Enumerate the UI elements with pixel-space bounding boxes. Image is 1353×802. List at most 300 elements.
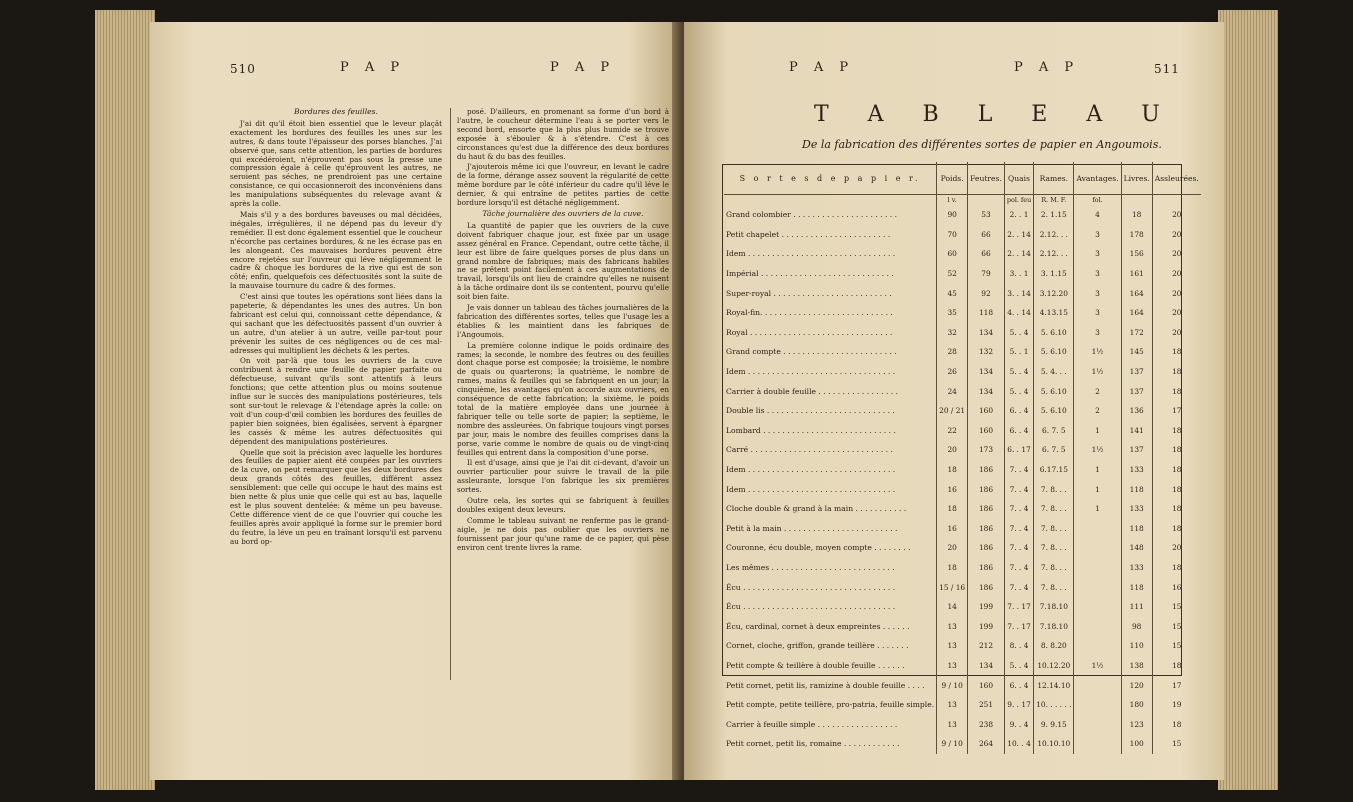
table-row (724, 283, 1201, 303)
table-cell: 6. 7. 5 (1034, 421, 1074, 441)
table-cell: 118 (1121, 479, 1152, 499)
table-cell: 3 (1074, 264, 1121, 284)
table-cell: 4. . 14 (1004, 303, 1033, 323)
table-row (724, 538, 1201, 558)
running-head: P A P (789, 60, 855, 75)
table-cell: 2. . 1 (1004, 205, 1033, 225)
table-cell: 9. 9.15 (1034, 714, 1074, 734)
table-cell: 24 (937, 381, 968, 401)
unit-cell (968, 195, 1005, 206)
table-cell: 160 (968, 675, 1005, 695)
table-cell: 20 (1152, 283, 1201, 303)
table-cell: 141 (1121, 421, 1152, 441)
paper-sort-name: Super-royal . . . . . . . . . . . . . . . . . . . . . . . . . (726, 288, 892, 298)
table-cell (1074, 675, 1121, 695)
table-cell: 20 (1152, 303, 1201, 323)
table-row (724, 558, 1201, 578)
paper-sort-name: Petit cornet, petit lis, ramizine à double feuille . . . . (726, 680, 925, 690)
table-cell: 2 (1074, 381, 1121, 401)
table-cell: 8. . 4 (1004, 636, 1033, 656)
table-cell: 264 (968, 734, 1005, 754)
section-subtitle: Bordures des feuilles. (294, 107, 378, 116)
table-cell (1074, 538, 1121, 558)
table-cell: 1 (1074, 479, 1121, 499)
table-cell: 19 (1152, 695, 1201, 715)
table-row (724, 225, 1201, 245)
unit-cell: l v. (937, 195, 968, 206)
table-cell: 5. . 4 (1004, 362, 1033, 382)
table-cell: 18 (1152, 479, 1201, 499)
table-row (724, 401, 1201, 421)
table-cell: 16 (937, 519, 968, 539)
header-feutres: Feutres. (968, 162, 1005, 195)
table-cell: 18 (1152, 656, 1201, 676)
table-row (724, 303, 1201, 323)
table-cell: 9 / 10 (937, 675, 968, 695)
table-cell (1074, 597, 1121, 617)
table-cell: 7. 8. . . (1034, 558, 1074, 578)
table-cell: 6. . 4 (1004, 675, 1033, 695)
table-cell (1074, 558, 1121, 578)
table-cell: 5. . 4 (1004, 323, 1033, 343)
paper-sort-name: Idem . . . . . . . . . . . . . . . . . . . . . . . . . . . . . . . (726, 249, 896, 259)
table-row (724, 675, 1201, 695)
table-cell: 28 (937, 342, 968, 362)
table-cell: 9. . 4 (1004, 714, 1033, 734)
table-cell: 160 (968, 401, 1005, 421)
header-avantages: Avantages. (1074, 162, 1121, 195)
page-edges-left (95, 10, 155, 790)
header-assleurees: Assleurées. (1152, 162, 1201, 195)
header-sortes: S o r t e s d e p a p i e r. (724, 162, 937, 195)
table-cell: 18 (1152, 460, 1201, 480)
table-cell: 5. 6.10 (1034, 323, 1074, 343)
table-cell: 18 (1152, 558, 1201, 578)
table-cell: 251 (968, 695, 1005, 715)
table-cell: 22 (937, 421, 968, 441)
table-cell: 32 (937, 323, 968, 343)
paper-sort-name: Idem . . . . . . . . . . . . . . . . . . . . . . . . . . . . . . . (726, 367, 896, 377)
unit-cell: R. M. F. (1034, 195, 1074, 206)
table-cell: 66 (968, 244, 1005, 264)
table-row (724, 656, 1201, 676)
table-cell: 13 (937, 656, 968, 676)
table-cell: 90 (937, 205, 968, 225)
table-row (724, 479, 1201, 499)
table-cell: 16 (937, 479, 968, 499)
table-cell: 186 (968, 479, 1005, 499)
table-cell: 7. . 17 (1004, 597, 1033, 617)
table-cell: 20 (1152, 205, 1201, 225)
table-row (724, 323, 1201, 343)
table-cell: 3 (1074, 283, 1121, 303)
table-cell: 180 (1121, 695, 1152, 715)
table-cell: 120 (1121, 675, 1152, 695)
paper-sort-name: Petit compte & teillère à double feuille . . . . . . (726, 660, 905, 670)
table-cell: 92 (968, 283, 1005, 303)
table-cell: 10. . 4 (1004, 734, 1033, 754)
table-cell: 14 (937, 597, 968, 617)
table-cell: 26 (937, 362, 968, 382)
table-cell: 18 (1152, 381, 1201, 401)
table-cell: 7. . 4 (1004, 499, 1033, 519)
unit-cell (1121, 195, 1152, 206)
table-cell: 17 (1152, 675, 1201, 695)
paragraph: Il est d'usage, ainsi que je l'ai dit ci-devant, d'avoir un ouvrier particulier pour suivre le travail de la pile assleurante, lorsque l'on fabrique les six premières sortes. (457, 458, 669, 495)
table-cell: 13 (937, 714, 968, 734)
table-cell: 6. . 4 (1004, 421, 1033, 441)
paper-sort-name: Écu . . . . . . . . . . . . . . . . . . . . . . . . . . . . . . . . (726, 602, 896, 612)
paper-sort-name: Carré . . . . . . . . . . . . . . . . . . . . . . . . . . . . . . (726, 445, 893, 455)
table-row (724, 381, 1201, 401)
table-row (724, 460, 1201, 480)
table-row (724, 244, 1201, 264)
table-cell: 70 (937, 225, 968, 245)
table-cell: 7. 8. . . (1034, 577, 1074, 597)
paper-sort-name: Grand compte . . . . . . . . . . . . . . . . . . . . . . . . (726, 347, 897, 357)
table-cell: 6. 7. 5 (1034, 440, 1074, 460)
table-cell: 2. . 14 (1004, 225, 1033, 245)
table-cell: 18 (937, 499, 968, 519)
paragraph: Je vais donner un tableau des tâches journalières de la fabrication des différentes sortes, telles que l'usage les a établies & les maintient dans les fabriques de l'Angoumois. (457, 303, 669, 339)
table-cell: 118 (968, 303, 1005, 323)
table-cell: 186 (968, 577, 1005, 597)
table-cell (1074, 714, 1121, 734)
table-cell: 148 (1121, 538, 1152, 558)
table-cell: 20 (1152, 225, 1201, 245)
table-cell: 4.13.15 (1034, 303, 1074, 323)
table-cell: 5. 4. . . (1034, 362, 1074, 382)
table-cell: 186 (968, 519, 1005, 539)
table-cell: 20 (1152, 323, 1201, 343)
table-cell (1074, 636, 1121, 656)
table-cell: 186 (968, 499, 1005, 519)
table-cell: 13 (937, 636, 968, 656)
table-cell: 186 (968, 558, 1005, 578)
table-cell: 7. . 4 (1004, 519, 1033, 539)
table-subtitle: De la fabrication des différentes sortes de papier en Angoumois. (802, 138, 1162, 151)
table-cell: 12.14.10 (1034, 675, 1074, 695)
table-cell: 20 (937, 538, 968, 558)
table-cell: 161 (1121, 264, 1152, 284)
table-cell: 17 (1152, 401, 1201, 421)
paper-sort-name: Royal . . . . . . . . . . . . . . . . . . . . . . . . . . . . . . (726, 327, 893, 337)
table-cell (1074, 616, 1121, 636)
table-cell: 7. . 4 (1004, 460, 1033, 480)
unit-cell: fol. (1074, 195, 1121, 206)
table-cell: 173 (968, 440, 1005, 460)
table-cell: 1 (1074, 421, 1121, 441)
table-cell: 18 (1121, 205, 1152, 225)
unit-cell (1152, 195, 1201, 206)
table-cell: 20 (937, 440, 968, 460)
table-cell: 18 (1152, 519, 1201, 539)
table-cell: 5. . 4 (1004, 381, 1033, 401)
table-cell: 186 (968, 538, 1005, 558)
page-number-left: 510 (230, 62, 256, 76)
table-header-row (724, 162, 1201, 195)
table-cell: 137 (1121, 362, 1152, 382)
paper-sort-name: Idem . . . . . . . . . . . . . . . . . . . . . . . . . . . . . . . (726, 465, 896, 475)
table-cell: 164 (1121, 303, 1152, 323)
table-cell: 66 (968, 225, 1005, 245)
table-row (724, 264, 1201, 284)
table-cell: 156 (1121, 244, 1152, 264)
table-cell: 15 (1152, 616, 1201, 636)
unit-cell: pol. feu (1004, 195, 1033, 206)
paragraph: Quelle que soit la précision avec laquelle les bordures des feuilles de papier aient été coupées par les ouvriers de la cuve, on peut remarquer que les deux bordures des deux grands côtés des feuilles, différent assez sensiblement: que celle qui occupe le haut des mains est bien nette & plus unie que celle qui est au bas, laquelle est le plus souvent dentelée: & même un peu baveuse. Cette différence vient de ce que l'ouvrier qui couche les feuilles après avoir appliqué la forme sur le premier bord du feutre, la léve un peu en traînant lorsqu'il est parvenu au bord op- (230, 447, 442, 546)
paper-sort-name: Écu, cardinal, cornet à deux empreintes . . . . . . (726, 621, 910, 631)
table-cell: 3.12.20 (1034, 283, 1074, 303)
table-cell: 5. 6.10 (1034, 381, 1074, 401)
paragraph: La quantité de papier que les ouvriers de la cuve doivent fabriquer chaque jour, est fixée par un usage assez général en France. Cependant, outre cette tâche, il leur est libre de faire quelques porses de plus dans un grand nombre de fabriques; mais des fabricans habiles ne se prêtent point facilement à ces augmentations de travail, lorsqu'ils ont lieu de craindre qu'elles ne nuisent à la tâche ordinaire dont ils se contentent, pourvu qu'elle soit bien faite. (457, 220, 669, 302)
table-cell: 7.18.10 (1034, 597, 1074, 617)
table-cell: 13 (937, 695, 968, 715)
paragraph: Comme le tableau suivant ne renferme pas le grand-aigle, je ne dois pas oublier que les ouvriers ne fournissent par jour qu'une rame de ce papier, qui pèse environ cent trente livres la rame. (457, 515, 669, 552)
table-cell: 15 (1152, 636, 1201, 656)
running-head: P A P (1014, 60, 1080, 75)
table-cell: 10.10.10 (1034, 734, 1074, 754)
right-page (684, 22, 1224, 780)
table-cell: 15 / 16 (937, 577, 968, 597)
table-cell: 2. 1.15 (1034, 205, 1074, 225)
table-cell: 2.12. . . (1034, 244, 1074, 264)
table-cell: 172 (1121, 323, 1152, 343)
table-cell: 3. . 1 (1004, 264, 1033, 284)
table-cell: 8. 8.20 (1034, 636, 1074, 656)
section-subtitle: Tâche journalière des ouvriers de la cuve. (482, 208, 644, 218)
table-cell: 5. 6.10 (1034, 401, 1074, 421)
table-cell: 199 (968, 597, 1005, 617)
table-cell: 186 (968, 460, 1005, 480)
table-cell: 20 / 21 (937, 401, 968, 421)
table-cell: 2 (1074, 401, 1121, 421)
table-cell: 7. 8. . . (1034, 499, 1074, 519)
table-cell: 6. . 17 (1004, 440, 1033, 460)
header-quais: Quais (1004, 162, 1033, 195)
table-row (724, 519, 1201, 539)
text-column-1 (230, 108, 442, 549)
paragraph: J'ai dit qu'il étoit bien essentiel que le leveur plaçât exactement les bordures des feuilles les unes sur les autres, & dans toute l'épaisseur des porses blanches. J'ai observé que, sans cette attention, les parties de bordures qui excédéroient, n'éprouvent pas sous la presse une compression égale à celle qu'éprouvent les autres, ne seroient pas séches, ne prendroient pas une certaine consistance, ce qui occasionneroit des inconvéniens dans les manipulations subséquentes du relevage avant & après la colle. (230, 118, 442, 209)
paper-sort-name: Cornet, cloche, griffon, grande teillère . . . . . . . (726, 641, 909, 651)
running-head: P A P (340, 60, 406, 75)
table-cell: 18 (1152, 362, 1201, 382)
table-cell: 79 (968, 264, 1005, 284)
table-cell: 60 (937, 244, 968, 264)
table-cell: 137 (1121, 381, 1152, 401)
header-rames: Rames. (1034, 162, 1074, 195)
table-cell: 3 (1074, 244, 1121, 264)
table-cell: 9 / 10 (937, 734, 968, 754)
table-cell: 164 (1121, 283, 1152, 303)
table-cell: 18 (937, 558, 968, 578)
table-cell: 18 (1152, 440, 1201, 460)
table-cell: 134 (968, 362, 1005, 382)
table-cell: 133 (1121, 499, 1152, 519)
table-title: T A B L E A U (814, 102, 1176, 127)
table-cell: 18 (1152, 714, 1201, 734)
paper-sort-name: Royal-fin. . . . . . . . . . . . . . . . . . . . . . . . . . . . (726, 308, 893, 318)
table-row (724, 636, 1201, 656)
table-cell: 5. . 4 (1004, 656, 1033, 676)
table-cell: 111 (1121, 597, 1152, 617)
table-cell: 7. . 4 (1004, 479, 1033, 499)
table-cell: 2. . 14 (1004, 244, 1033, 264)
table-cell: 7. . 4 (1004, 558, 1033, 578)
table-cell: 134 (968, 381, 1005, 401)
table-cell: 238 (968, 714, 1005, 734)
paper-sort-name: Les mêmes . . . . . . . . . . . . . . . . . . . . . . . . . . (726, 562, 895, 572)
table-cell: 2.12. . . (1034, 225, 1074, 245)
paragraph: Mais s'il y a des bordures baveuses ou mal décidées, inégales, irrégulières, il ne dépend pas du leveur d'y remédier. Il est donc également essentiel que le coucheur n'écorche pas certaines bordures, & ne les écrase pas en les alongeant. Ces mauvaises bordures peuvent être encore rejetées sur l'ouvreur qui léve négligemment le cadre & choque les bordures de la rive qui est de son côté; enfin, quelquefois ces défectuosités sont la suite de la mauvaise tournure du cadre & des formes. (230, 209, 442, 291)
table-cell: 15 (1152, 734, 1201, 754)
table-cell: 7. . 4 (1004, 538, 1033, 558)
table-row (724, 342, 1201, 362)
table-cell: 133 (1121, 460, 1152, 480)
table-cell: 4 (1074, 205, 1121, 225)
table-cell: 123 (1121, 714, 1152, 734)
table-cell: 118 (1121, 519, 1152, 539)
table-row (724, 695, 1201, 715)
table-row (724, 421, 1201, 441)
table-cell: 133 (1121, 558, 1152, 578)
table-row (724, 597, 1201, 617)
table-cell: 7. 8. . . (1034, 538, 1074, 558)
table-row (724, 714, 1201, 734)
table-cell: 9. . 17 (1004, 695, 1033, 715)
paper-sort-name: Cloche double & grand à la main . . . . . . . . . . . (726, 504, 907, 514)
table-cell: 45 (937, 283, 968, 303)
column-divider (450, 108, 451, 680)
table-cell: 118 (1121, 577, 1152, 597)
table-cell: 1½ (1074, 440, 1121, 460)
table-cell: 18 (1152, 421, 1201, 441)
table-row (724, 440, 1201, 460)
table-cell: 100 (1121, 734, 1152, 754)
paragraph: posé. D'ailleurs, en promenant sa forme d'un bord à l'autre, le coucheur détermine l'eau à se porter vers le second bord, ensorte que la plus plus humide se trouve exposée à s'ébouler & à s'étendre. C'est à ces circonstances qu'est due la différence des deux bordures du haut & du bas des feuilles. (457, 107, 669, 161)
table-cell: 1½ (1074, 656, 1121, 676)
table-cell: 199 (968, 616, 1005, 636)
table-cell: 7. . 17 (1004, 616, 1033, 636)
text-column-2 (457, 108, 669, 555)
running-head: P A P (550, 60, 616, 75)
paper-sort-name: Petit à la main . . . . . . . . . . . . . . . . . . . . . . . . (726, 523, 898, 533)
table-row (724, 616, 1201, 636)
table-cell: 134 (968, 323, 1005, 343)
table-cell: 7. 8. . . (1034, 479, 1074, 499)
table-cell: 3 (1074, 303, 1121, 323)
table-cell: 53 (968, 205, 1005, 225)
paper-sort-name: Grand colombier . . . . . . . . . . . . . . . . . . . . . . (726, 210, 898, 220)
paper-sort-name: Carrier à feuille simple . . . . . . . . . . . . . . . . . (726, 719, 898, 729)
table-cell: 18 (1152, 342, 1201, 362)
unit-cell (724, 195, 937, 206)
table-cell: 6. . 4 (1004, 401, 1033, 421)
table-cell: 18 (937, 460, 968, 480)
paper-sort-name: Petit chapelet . . . . . . . . . . . . . . . . . . . . . . . (726, 229, 891, 239)
table-cell: 1½ (1074, 362, 1121, 382)
table-cell: 5. 6.10 (1034, 342, 1074, 362)
table-cell: 3. . 14 (1004, 283, 1033, 303)
table-cell: 160 (968, 421, 1005, 441)
paper-sort-name: Écu . . . . . . . . . . . . . . . . . . . . . . . . . . . . . . . . (726, 582, 896, 592)
table-cell (1074, 519, 1121, 539)
table-cell: 20 (1152, 244, 1201, 264)
table-cell: 212 (968, 636, 1005, 656)
table-cell: 10. . . . . . (1034, 695, 1074, 715)
left-page (150, 22, 680, 780)
paper-sort-name: Petit compte, petite teillère, pro-patria, feuille simple. (726, 700, 935, 710)
table-cell: 3. 1.15 (1034, 264, 1074, 284)
paragraph: C'est ainsi que toutes les opérations sont liées dans la papeterie, & dépendantes les unes des autres. Un bon fabricant est celui qui, connoissant cette dépendance, & qui sachant que les défectuosités passent d'un ouvrier à un autre, d'un atelier à un autre, veille par-tout pour prévenir les suites de ces négligences ou de ces mal-adresses qui multiplient les déchets & les pertes. (230, 292, 442, 355)
table-cell: 6.17.15 (1034, 460, 1074, 480)
table-cell: 178 (1121, 225, 1152, 245)
header-poids: Poids. (937, 162, 968, 195)
paper-sort-name: Lombard . . . . . . . . . . . . . . . . . . . . . . . . . . . . (726, 425, 896, 435)
paper-sort-name: Idem . . . . . . . . . . . . . . . . . . . . . . . . . . . . . . . (726, 484, 896, 494)
table-cell (1074, 734, 1121, 754)
table-cell: 10.12.20 (1034, 656, 1074, 676)
table-cell: 20 (1152, 538, 1201, 558)
table-cell: 138 (1121, 656, 1152, 676)
table-row (724, 734, 1201, 754)
table-cell: 98 (1121, 616, 1152, 636)
table-cell: 134 (968, 656, 1005, 676)
table-row (724, 499, 1201, 519)
table-cell: 1 (1074, 499, 1121, 519)
table-cell: 3 (1074, 323, 1121, 343)
table-cell: 1½ (1074, 342, 1121, 362)
paper-sort-name: Couronne, écu double, moyen compte . . . . . . . . (726, 543, 911, 553)
table-cell: 7. . 4 (1004, 577, 1033, 597)
paper-sort-name: Petit cornet, petit lis, romaine . . . . . . . . . . . . (726, 739, 900, 749)
fabrication-table (724, 162, 1201, 754)
table-cell: 5. . 1 (1004, 342, 1033, 362)
page-number-right: 511 (1154, 62, 1180, 76)
paragraph: Outre cela, les sortes qui se fabriquent à feuilles doubles exigent deux leveurs. (457, 496, 669, 514)
header-livres: Livres. (1121, 162, 1152, 195)
paper-sort-name: Double lis . . . . . . . . . . . . . . . . . . . . . . . . . . . (726, 406, 895, 416)
paragraph: On voit par-là que tous les ouvriers de la cuve contribuent à rendre une feuille de papier parfaite ou défectueuse, suivant qu'ils sont attentifs à leurs fonctions; que cette attention plus ou moins soutenue influe sur le succès des manipulations postérieures, tels sont sur-tout le relevage & l'étendage après la colle: on voit d'un coup-d'œil combien les bordures des feuilles de papier bien soignées, bien égalisées, servent à épargner les cassés & même les autres défectuosités qui dépendent des manipulations postérieures. (230, 356, 442, 446)
table-cell (1074, 695, 1121, 715)
paper-sort-name: Impérial . . . . . . . . . . . . . . . . . . . . . . . . . . . . (726, 269, 894, 279)
table-cell (1074, 577, 1121, 597)
table-row (724, 205, 1201, 225)
table-cell: 132 (968, 342, 1005, 362)
table-cell: 1 (1074, 460, 1121, 480)
table-cell: 7.18.10 (1034, 616, 1074, 636)
table-cell: 20 (1152, 264, 1201, 284)
table-cell: 145 (1121, 342, 1152, 362)
table-cell: 35 (937, 303, 968, 323)
table-row (724, 362, 1201, 382)
page-edges-right (1218, 10, 1278, 790)
table-cell: 15 (1152, 597, 1201, 617)
table-cell: 7. 8. . . (1034, 519, 1074, 539)
table-cell: 13 (937, 616, 968, 636)
table-cell: 52 (937, 264, 968, 284)
paragraph: La première colonne indique le poids ordinaire des rames; la seconde, le nombre des feutres ou des feuilles dont chaque porse est composée; la troisième, le nombre de quais ou quarterons; la quatrième, le nombre de rames, mains & feuilles qui se fabriquent en un jour; la cinquième, les avantages qu'on accorde aux ouvriers, en conséquence de cette fabrication; la sixième, le poids total de la matière employée dans une journée à fabriquer telle ou telle sorte de papier; la septième, le nombre des assleurées. On fabrique toujours vingt porses par jour, mais le nombre des feuilles comprises dans la porse, varie comme le nombre de quais ou de vingt-cinq feuilles qui entrent dans la composition d'une porse. (457, 340, 669, 457)
table-cell: 137 (1121, 440, 1152, 460)
units-row (724, 195, 1201, 206)
table-cell: 16 (1152, 577, 1201, 597)
table-cell: 110 (1121, 636, 1152, 656)
table-cell: 18 (1152, 499, 1201, 519)
paper-sort-name: Carrier à double feuille . . . . . . . . . . . . . . . . . (726, 386, 899, 396)
table-row (724, 577, 1201, 597)
table-cell: 3 (1074, 225, 1121, 245)
table-cell: 136 (1121, 401, 1152, 421)
